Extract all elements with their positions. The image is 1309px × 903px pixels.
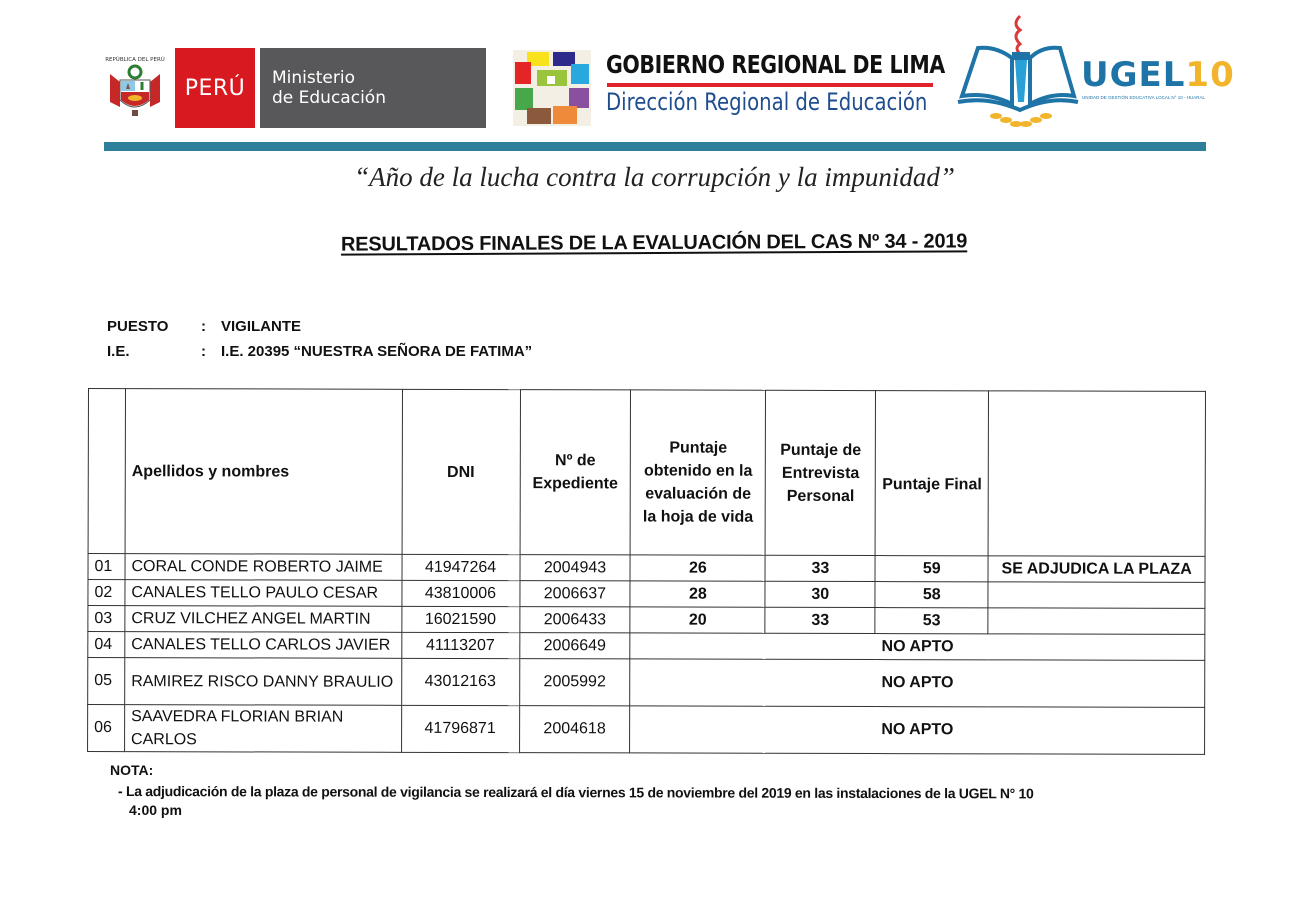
row-expediente: 2006433: [519, 607, 630, 633]
table-row: [88, 632, 1205, 661]
row-hoja-vida-score: 26: [630, 555, 765, 581]
table-row: [88, 554, 1205, 583]
regional-red-divider: [607, 83, 933, 87]
row-number: 05: [88, 658, 125, 705]
row-status-no-apto: NO APTO: [630, 633, 1205, 661]
row-dni: 41796871: [401, 705, 519, 752]
row-name: RAMIREZ RISCO DANNY BRAULIO: [125, 658, 402, 706]
document-title: RESULTADOS FINALES DE LA EVALUACIÓN DEL CAS Nº 34 - 2019: [341, 230, 968, 256]
header-num: [88, 389, 125, 554]
header-final: Puntaje Final: [875, 391, 988, 556]
row-expediente: 2004618: [519, 706, 630, 753]
row-expediente: 2005992: [519, 659, 630, 706]
row-number: 02: [88, 580, 125, 606]
table-header-row: [88, 389, 1205, 557]
results-table: [87, 388, 1206, 755]
ugel-prefix: UGEL: [1081, 55, 1186, 95]
note-time: 4:00 pm: [129, 802, 182, 818]
row-expediente: 2004943: [519, 555, 630, 581]
header-resultado: [988, 391, 1205, 557]
school-info: [107, 343, 532, 360]
row-number: 04: [88, 632, 125, 658]
row-result: [988, 608, 1205, 635]
row-result: [988, 582, 1205, 609]
row-final-score: 58: [875, 582, 988, 608]
note-text: - La adjudicación de la plaza de personal de vigilancia se realizará el día viernes 15 de noviembre del 2019 en las instalaciones de la UGEL N° 10: [117, 783, 1034, 802]
header-hoja-vida: Puntaje obtenido en la evaluación de la hoja de vida: [631, 390, 766, 555]
row-name: CORAL CONDE ROBERTO JAIME: [125, 554, 402, 581]
row-number: 03: [88, 606, 125, 632]
header-dni: DNI: [402, 389, 520, 554]
row-hoja-vida-score: 20: [630, 607, 765, 633]
row-dni: 43012163: [401, 658, 519, 705]
row-name: SAAVEDRA FLORIAN BRIAN CARLOS: [125, 705, 402, 753]
ie-label: I.E.: [107, 343, 130, 360]
ministry-of-education-box: [260, 48, 486, 128]
row-final-score: 59: [875, 556, 988, 582]
table-row: [88, 606, 1205, 635]
row-status-no-apto: NO APTO: [630, 706, 1205, 755]
row-expediente: 2006649: [519, 633, 630, 659]
note-label: NOTA:: [110, 762, 154, 778]
header-expediente: Nº de Expediente: [520, 390, 631, 555]
row-dni: 41113207: [401, 632, 519, 658]
row-result: SE ADJUDICA LA PLAZA: [988, 556, 1205, 583]
puesto-colon: :: [201, 318, 206, 335]
puesto-value: VIGILANTE: [221, 318, 302, 335]
row-entrevista-score: 33: [765, 607, 875, 633]
row-final-score: 53: [875, 608, 988, 634]
regional-government-title: GOBIERNO REGIONAL DE LIMA: [606, 50, 945, 79]
row-status-no-apto: NO APTO: [630, 659, 1205, 708]
ugel-number: 10: [1185, 55, 1235, 95]
row-dni: 43810006: [402, 580, 520, 606]
row-dni: 16021590: [401, 606, 519, 632]
row-number: 01: [88, 554, 125, 580]
table-row: [88, 580, 1205, 609]
header-entrevista: Puntaje de Entrevista Personal: [765, 390, 875, 555]
peru-brand-box: PERÚ: [175, 48, 255, 128]
svg-text:REPÚBLICA DEL PERÚ: REPÚBLICA DEL PERÚ: [105, 57, 165, 63]
ie-value: I.E. 20395 “NUESTRA SEÑORA DE FATIMA”: [221, 343, 533, 360]
table-row: [88, 658, 1205, 708]
header-name: Apellidos y nombres: [125, 389, 402, 555]
row-expediente: 2006637: [519, 581, 630, 607]
document-title-wrap: [0, 232, 1309, 255]
ie-colon: :: [201, 343, 206, 360]
ugel-caption: UNIDAD DE GESTIÓN EDUCATIVA LOCAL N° 10 - HUARAL: [1082, 95, 1205, 100]
peru-coat-of-arms-logo: [104, 52, 166, 122]
puesto-label: PUESTO: [107, 318, 169, 335]
table-row: [88, 705, 1205, 755]
row-dni: 41947264: [402, 554, 520, 580]
ugel-wordmark: [1081, 55, 1235, 95]
row-name: CANALES TELLO CARLOS JAVIER: [125, 632, 402, 659]
regional-government-logo-icon: [513, 50, 591, 126]
row-name: CRUZ VILCHEZ ANGEL MARTIN: [125, 606, 402, 633]
year-motto: “Año de la lucha contra la corrupción y la impunidad”: [354, 162, 955, 192]
regional-education-subtitle: Dirección Regional de Educación: [606, 88, 928, 116]
row-number: 06: [88, 705, 125, 752]
row-entrevista-score: 33: [765, 555, 875, 581]
ugel-book-torch-logo-icon: [956, 12, 1081, 132]
row-entrevista-score: 30: [765, 581, 875, 607]
row-name: CANALES TELLO PAULO CESAR: [125, 580, 402, 607]
position-info: [107, 318, 301, 335]
ministry-line-2: de Educación: [272, 88, 386, 108]
header-divider-bar: [104, 142, 1206, 151]
row-hoja-vida-score: 28: [630, 581, 765, 607]
ministry-line-1: Ministerio: [272, 68, 355, 88]
